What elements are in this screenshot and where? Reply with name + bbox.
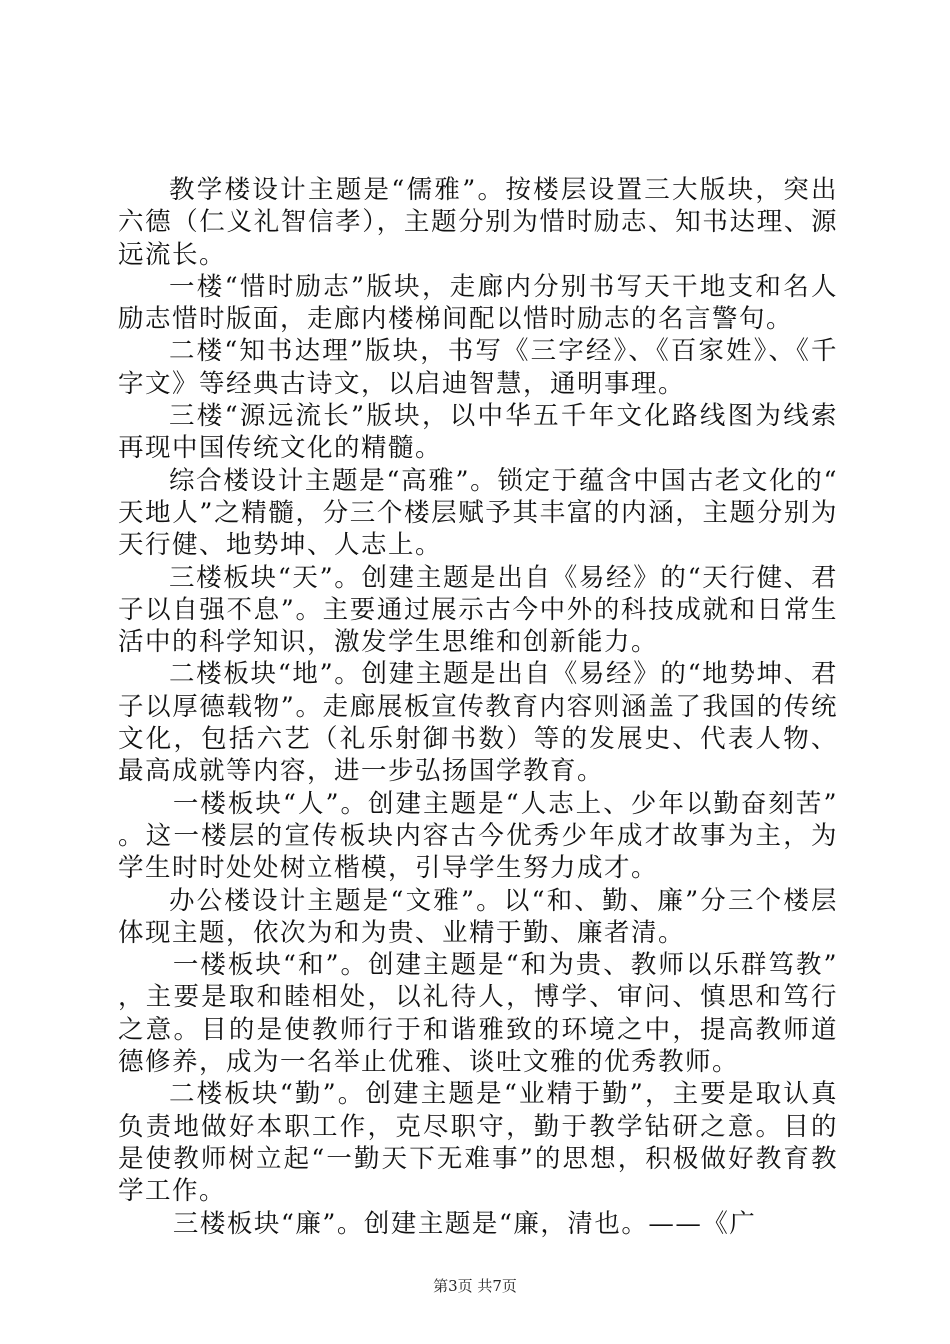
page-number-footer: 第3页 共7页 bbox=[433, 1277, 517, 1295]
paragraph-floor3-heaven: 三楼板块“天”。创建主题是出自《易经》的“天行健、君子以自强不息”。主要通过展示古今中外的科技成就和日常生活中的科学知识，激发学生思维和创新能力。 bbox=[118, 562, 838, 658]
paragraph-floor2-earth: 二楼板块“地”。创建主题是出自《易经》的“地势坤、君子以厚德载物”。走廊展板宣传教育内容则涵盖了我国的传统文化，包括六艺（礼乐射御书数）等的发展史、代表人物、最高成就等内容，进一步弘扬国学教育。 bbox=[118, 659, 838, 787]
paragraph-floor2-diligence: 二楼板块“勤”。创建主题是“业精于勤”，主要是取认真负责地做好本职工作，克尽职守，勤于教学钻研之意。目的是使教师树立起“一勤天下无难事”的思想，积极做好教育教学工作。 bbox=[118, 1079, 838, 1207]
paragraph-floor3-integrity: 三楼板块“廉”。创建主题是“廉，清也。——《广 bbox=[172, 1208, 757, 1239]
paragraph-office-building: 办公楼设计主题是“文雅”。以“和、勤、廉”分三个楼层体现主题，依次为和为贵、业精于勤、廉者清。 bbox=[118, 885, 838, 948]
paragraph-floor3-heritage: 三楼“源远流长”版块，以中华五千年文化路线图为线索再现中国传统文化的精髓。 bbox=[118, 401, 838, 464]
paragraph-complex-building: 综合楼设计主题是“高雅”。锁定于蕴含中国古老文化的“天地人”之精髓，分三个楼层赋予其丰富的内涵，主题分别为天行健、地势坤、人志上。 bbox=[118, 465, 838, 561]
paragraph-floor2-knowledge: 二楼“知书达理”版块，书写《三字经》、《百家姓》、《千字文》等经典古诗文，以启迪智慧，通明事理。 bbox=[118, 336, 838, 399]
paragraph-floor1-people: 一楼板块“人”。创建主题是“人志上、少年以勤奋刻苦”。这一楼层的宣传板块内容古今优秀少年成才故事为主，为学生时时处处树立楷模，引导学生努力成才。 bbox=[118, 788, 838, 884]
paragraph-floor1-harmony: 一楼板块“和”。创建主题是“和为贵、教师以乐群笃教”，主要是取和睦相处，以礼待人，博学、审问、慎思和笃行之意。目的是使教师行于和谐雅致的环境之中，提高教师道德修养，成为一名举止优雅、谈吐文雅的优秀教师。 bbox=[118, 950, 838, 1078]
paragraph-teaching-building: 教学楼设计主题是“儒雅”。按楼层设置三大版块，突出六德（仁义礼智信孝），主题分别为惜时励志、知书达理、源远流长。 bbox=[118, 175, 838, 270]
document-body bbox=[118, 174, 838, 1240]
paragraph-floor1-time-motivation: 一楼“惜时励志”版块，走廊内分别书写天干地支和名人励志惜时版面，走廊内楼梯间配以惜时励志的名言警句。 bbox=[118, 271, 838, 335]
